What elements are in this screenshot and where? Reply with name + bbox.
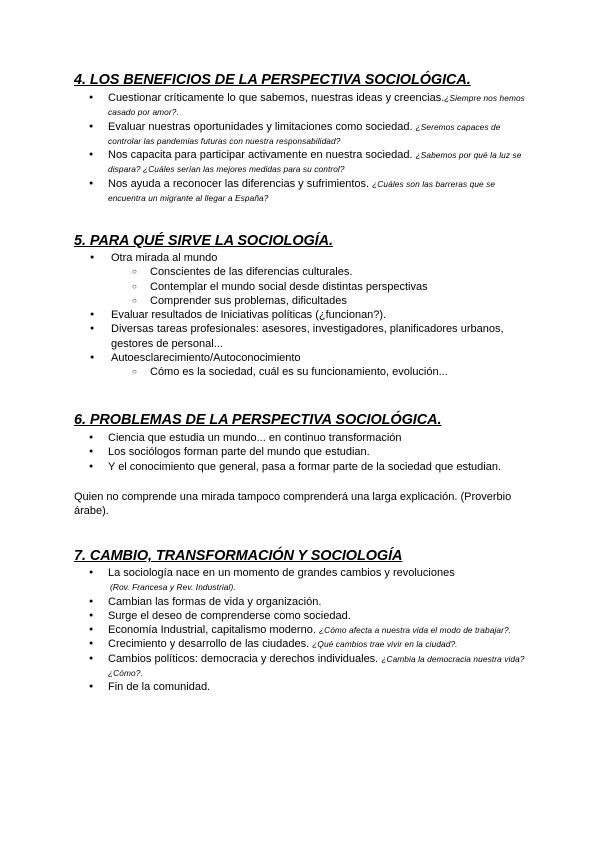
section-4-heading: 4. LOS BENEFICIOS DE LA PERSPECTIVA SOCIOLÓGICA.: [74, 72, 471, 88]
item-text: Evaluar resultados de Iniciativas políticas (¿funcionan?).: [111, 309, 387, 322]
item-text: Economía Industrial, capitalismo moderno.: [108, 624, 319, 637]
item-question: ¿Cómo afecta a nuestra vida el modo de trabajar?.: [318, 625, 512, 636]
section-7-heading: 7. CAMBIO, TRANSFORMACIÓN Y SOCIOLOGÍA: [74, 548, 403, 564]
item-question: ¿Seremos capaces de controlar las pandemias futuras con nuestra responsabilidad?: [108, 121, 501, 146]
item-question: (Rov. Francesa y Rev. Industrial).: [110, 582, 236, 593]
item-text: Cuestionar críticamente lo que sabemos, nuestras ideas y creencias.: [108, 92, 445, 104]
item-text: Y el conocimiento que general, pasa a formar parte de la sociedad que estudian.: [108, 460, 501, 473]
sub-list-item: [77, 265, 534, 279]
sub-item-text: Cómo es la sociedad, cuál es su funcionamiento, evolución...: [150, 366, 448, 379]
item-text: Los sociólogos forman parte del mundo que estudian.: [108, 446, 370, 459]
list-item: [74, 148, 534, 177]
list-item: [74, 177, 534, 206]
sub-list-item: [77, 365, 534, 379]
list-item: [74, 652, 534, 681]
item-text: Diversas tareas profesionales: asesores, investigadores, planificadores urbanos, gestores de personal...: [111, 323, 504, 350]
section-7-list: [74, 566, 534, 695]
item-text: Nos ayuda a reconocer las diferencias y sufrimientos.: [108, 177, 373, 190]
sub-list-item: [77, 294, 534, 308]
item-question: ¿Sabemos por qué la luz se dispara? ¿Cuáles serían las mejores medidas para su control?: [108, 150, 522, 175]
sub-item-text: Comprender sus problemas, dificultades: [150, 294, 347, 307]
item-text: Ciencia que estudia un mundo... en continuo transformación: [108, 432, 402, 444]
section-6-list: [74, 431, 534, 474]
list-item: [74, 351, 534, 380]
list-item: [74, 91, 534, 120]
list-item: [74, 308, 534, 322]
item-text: Nos capacita para participar activamente en nuestra sociedad.: [108, 149, 416, 162]
list-item: [74, 595, 534, 609]
proverb-paragraph: Quien no comprende una mirada tampoco comprenderá una larga explicación. (Proverbio árabe).: [74, 491, 512, 518]
item-text: Crecimiento y desarrollo de las ciudades.: [108, 638, 313, 651]
item-question: ¿Siempre nos hemos casado por amor?.: [108, 93, 525, 118]
list-item: [74, 120, 534, 149]
item-text: La sociología nace en un momento de grandes cambios y revoluciones: [108, 567, 455, 579]
list-item: [74, 609, 534, 623]
item-question: ¿Cambia la democracia nuestra vida? ¿Cómo?.: [108, 653, 525, 679]
item-question: ¿Cuáles son las barreras que se encuentra un migrante al llegar a España?: [108, 178, 496, 204]
section-5-list: [74, 251, 534, 380]
list-item: [74, 637, 534, 651]
list-item: [74, 445, 534, 459]
section-4-list: [74, 91, 534, 205]
item-text: Autoesclarecimiento/Autoconocimiento: [111, 352, 301, 365]
list-item: [74, 460, 534, 474]
sub-list-item: [77, 280, 534, 294]
list-item: [74, 623, 534, 637]
list-item: [74, 322, 534, 351]
item-text: Otra mirada al mundo: [111, 252, 218, 264]
item-text: Cambios políticos: democracia y derechos individuales.: [108, 652, 382, 665]
list-item: [74, 251, 534, 308]
item-text: Surge el deseo de comprenderse como sociedad.: [108, 609, 351, 622]
sub-item-text: Conscientes de las diferencias culturales.: [150, 266, 353, 279]
item-text: Cambian las formas de vida y organización.: [108, 595, 322, 608]
item-text: Evaluar nuestras oportunidades y limitaciones como sociedad.: [108, 120, 416, 133]
item-text: Fin de la comunidad.: [108, 681, 211, 694]
sub-item-text: Contemplar el mundo social desde distintas perspectivas: [150, 280, 428, 293]
list-item: [74, 431, 534, 445]
item-question: ¿Qué cambios trae vivir en la ciudad?.: [312, 639, 458, 650]
section-5-heading: 5. PARA QUÉ SIRVE LA SOCIOLOGÍA.: [74, 233, 333, 249]
list-item: [74, 566, 534, 595]
list-item: [74, 680, 534, 694]
section-6-heading: 6. PROBLEMAS DE LA PERSPECTIVA SOCIOLÓGICA.: [74, 412, 442, 428]
